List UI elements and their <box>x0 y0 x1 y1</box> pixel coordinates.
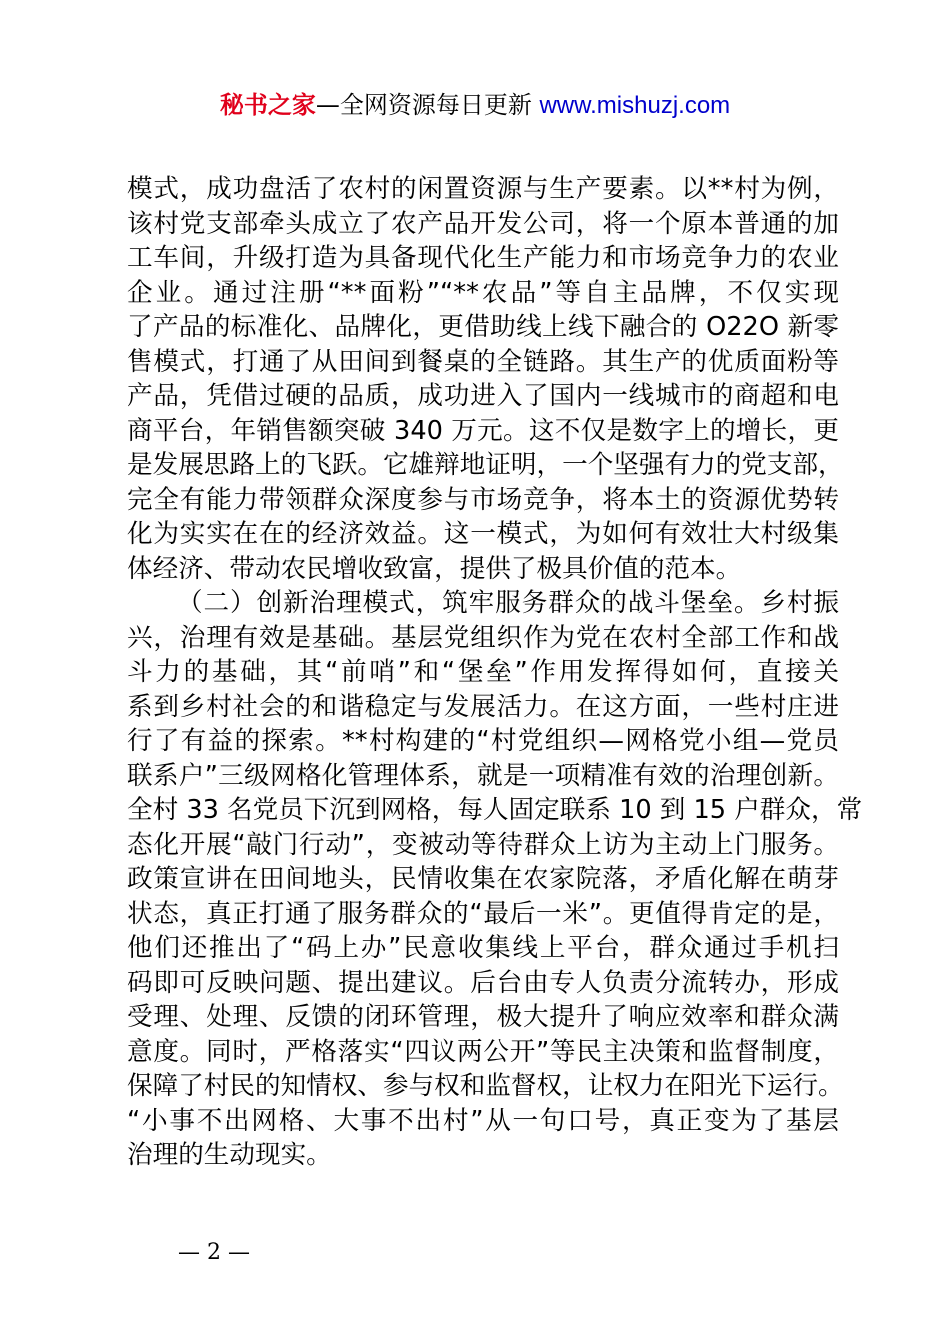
text-line: 体经济、带动农民增收致富，提供了极具价值的范本。 <box>127 553 742 584</box>
text-line: 保障了村民的知情权、参与权和监督权，让权力在阳光下运行。 <box>127 1071 844 1101</box>
text-line: 系到乡村社会的和谐稳定与发展活力。在这方面，一些村庄进 <box>127 691 839 722</box>
text-line: 码即可反映问题、提出建议。后台由专人负责分流转办，形成 <box>127 967 839 998</box>
text-line: 态化开展“敲门行动”，变被动等待群众上访为主动上门服务。 <box>127 829 839 860</box>
page-number: — 2 — <box>178 1240 250 1265</box>
text-line: 产品，凭借过硬的品质，成功进入了国内一线城市的商超和电 <box>127 381 839 411</box>
text-line: 意度。同时，严格落实“四议两公开”等民主决策和监督制度， <box>127 1036 839 1067</box>
text-line: 商平台，年销售额突破 340 万元。这不仅是数字上的增长，更 <box>127 415 839 446</box>
text-line: 联系户”三级网格化管理体系，就是一项精准有效的治理创新。 <box>127 760 839 791</box>
text-line: 工车间，升级打造为具备现代化生产能力和市场竞争力的农业 <box>127 243 839 273</box>
document-body <box>127 172 863 1173</box>
text-line: 行了有益的探索。**村构建的“村党组织—网格党小组—党员 <box>127 726 839 756</box>
text-line: “小事不出网格、大事不出村”从一句口号，真正变为了基层 <box>127 1105 839 1136</box>
text-line: 治理的生动现实。 <box>127 1140 332 1170</box>
text-line: 状态，真正打通了服务群众的“最后一米”。更值得肯定的是， <box>127 898 839 929</box>
text-line: 全村 33 名党员下沉到网格，每人固定联系 10 到 15 户群众，常 <box>127 795 863 825</box>
text-line: 他们还推出了“码上办”民意收集线上平台，群众通过手机扫 <box>127 933 839 963</box>
text-line: 受理、处理、反馈的闭环管理，极大提升了响应效率和群众满 <box>127 1002 839 1032</box>
text-line: 该村党支部牵头成立了农产品开发公司，将一个原本普通的加 <box>127 208 839 239</box>
text-line: 了产品的标准化、品牌化，更借助线上线下融合的 O22O 新零 <box>127 312 839 342</box>
site-header <box>0 88 950 123</box>
site-url-link[interactable]: www.mishuzj.com <box>539 92 731 119</box>
brand-name: 秘书之家 <box>219 91 316 119</box>
text-line: 模式，成功盘活了农村的闲置资源与生产要素。以**村为例， <box>127 174 839 204</box>
text-line: 售模式，打通了从田间到餐桌的全链路。其生产的优质面粉等 <box>127 346 839 377</box>
text-line: 兴，治理有效是基础。基层党组织作为党在农村全部工作和战 <box>127 622 839 653</box>
text-line: 企业。通过注册“**面粉”“**农品”等自主品牌，不仅实现 <box>127 277 839 308</box>
text-line: 政策宣讲在田间地头，民情收集在农家院落，矛盾化解在萌芽 <box>127 864 839 894</box>
text-line: 完全有能力带领群众深度参与市场竞争，将本土的资源优势转 <box>127 484 839 515</box>
text-line: 化为实实在在的经济效益。这一模式，为如何有效壮大村级集 <box>127 519 839 549</box>
text-line: 是发展思路上的飞跃。它雄辩地证明，一个坚强有力的党支部， <box>127 450 844 480</box>
header-tagline: —全网资源每日更新 <box>315 91 540 119</box>
text-line: 斗力的基础，其“前哨”和“堡垒”作用发挥得如何，直接关 <box>127 657 839 687</box>
section-heading-line: （二）创新治理模式，筑牢服务群众的战斗堡垒。乡村振 <box>177 588 839 618</box>
